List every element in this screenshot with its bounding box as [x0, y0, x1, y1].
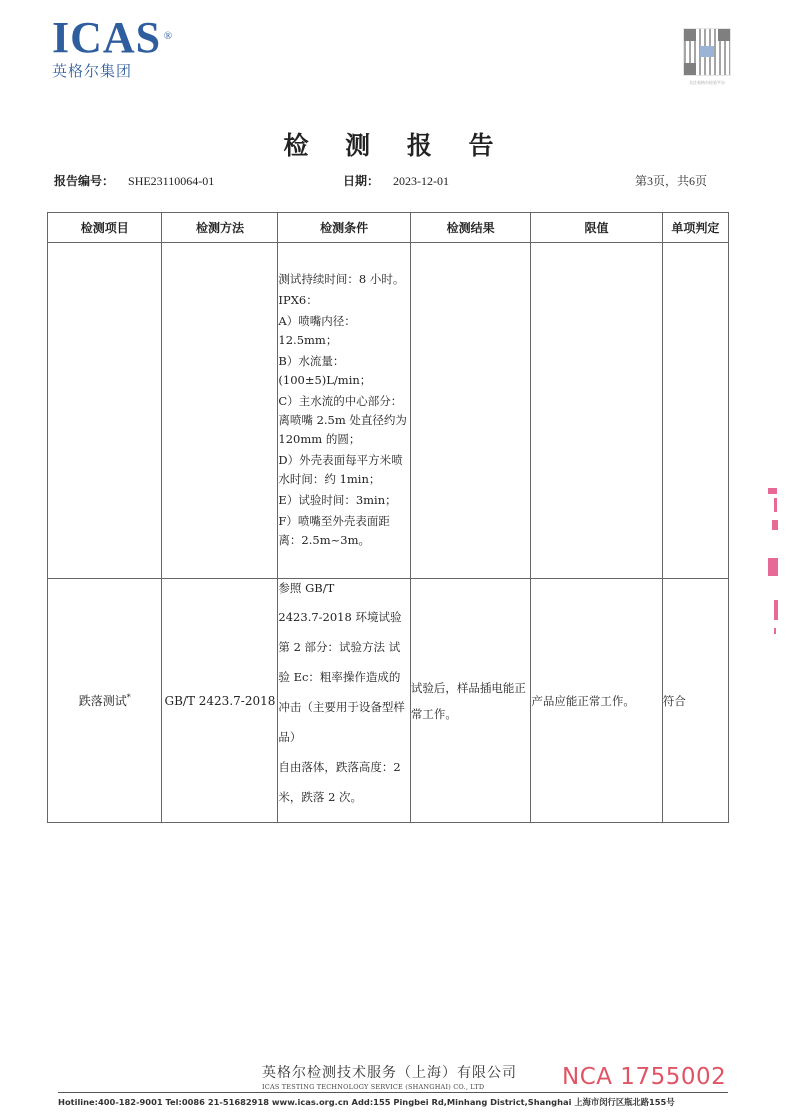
cell-test-item	[48, 579, 162, 823]
footer-divider	[58, 1092, 728, 1093]
seal-stamp-edge	[768, 488, 780, 648]
cell-test-method	[162, 243, 278, 579]
condition-line: 2423.7-2018 环境试验 第 2 部分：试验方法 试验 Ec：粗率操作造成的冲击（主要用于设备型样品）	[278, 610, 405, 744]
header-test-result: 检测结果	[410, 213, 531, 243]
qr-code-icon	[683, 28, 731, 76]
page-title: 检 测 报 告	[283, 131, 508, 160]
condition-line: B）水流量：(100±5)L/min；	[278, 353, 372, 387]
registered-mark: ®	[163, 30, 174, 42]
condition-line: C）主水流的中心部分：离喷嘴 2.5m 处直径约为 120mm 的圆；	[278, 393, 407, 446]
cell-verdict: 符合	[662, 579, 728, 823]
condition-line: 测试持续时间：8 小时。	[278, 271, 405, 286]
cell-test-item	[48, 243, 162, 579]
logo-wordmark	[52, 13, 174, 62]
condition-line: 参照 GB/T	[278, 581, 335, 595]
report-number-label: 报告编号：	[54, 174, 115, 188]
qr-caption: 关注英格尔检验平台	[689, 80, 725, 85]
condition-line: E）试验时间：3min；	[278, 492, 397, 507]
logo-text: ICAS	[52, 13, 162, 62]
report-date-value: 2023-12-01	[393, 174, 450, 188]
report-date	[343, 172, 449, 189]
test-item-name: 跌落测试	[78, 694, 127, 708]
table-row	[48, 579, 729, 823]
cell-test-result: 试验后，样品插电能正常工作。	[410, 579, 531, 823]
accreditation-mark: *	[126, 693, 131, 702]
header-test-item: 检测项目	[48, 213, 162, 243]
test-results-table	[47, 212, 729, 823]
cell-test-conditions	[278, 243, 410, 579]
report-number-value: SHE23110064-01	[128, 174, 215, 188]
page-info: 第3页，共6页	[634, 174, 707, 188]
logo-subtitle: 英格尔集团	[52, 62, 133, 80]
cell-verdict	[662, 243, 728, 579]
company-name-en: ICAS TESTING TECHNOLOGY SERVICE (SHANGHAI) CO., LTD	[262, 1083, 485, 1091]
condition-line: F）喷嘴至外壳表面距离：2.5m~3m。	[278, 513, 390, 547]
table-row	[48, 243, 729, 579]
cell-test-method: GB/T 2423.7-2018	[162, 579, 278, 823]
header-limit: 限值	[531, 213, 662, 243]
condition-line: 自由落体，跌落高度：2 米，跌落 2 次。	[278, 760, 401, 804]
header-test-conditions: 检测条件	[278, 213, 410, 243]
table-header-row	[48, 213, 729, 243]
icas-logo	[52, 13, 174, 81]
qr-logo	[700, 46, 714, 57]
cell-limit	[531, 243, 662, 579]
condition-line: IPX6：	[278, 292, 318, 307]
contact-info: Hotiline:400-182-9001 Tel:0086 21-51682918 www.icas.org.cn Add:155 Pingbei Rd,Minhang District,Shanghai 上海市闵行区瓶北路155号	[58, 1097, 675, 1107]
cell-test-conditions	[278, 579, 410, 823]
cell-test-result	[410, 243, 531, 579]
header-test-method: 检测方法	[162, 213, 278, 243]
report-number	[54, 172, 214, 189]
condition-line: A）喷嘴内径：12.5mm；	[278, 313, 356, 347]
report-date-label: 日期：	[343, 174, 380, 188]
condition-line: D）外壳表面每平方米喷水时间：约 1min；	[278, 452, 403, 486]
header-verdict: 单项判定	[662, 213, 728, 243]
cell-limit: 产品应能正常工作。	[531, 579, 662, 823]
serial-number: NCA 1755002	[562, 1064, 727, 1090]
company-name-cn: 英格尔检测技术服务（上海）有限公司	[262, 1065, 517, 1081]
